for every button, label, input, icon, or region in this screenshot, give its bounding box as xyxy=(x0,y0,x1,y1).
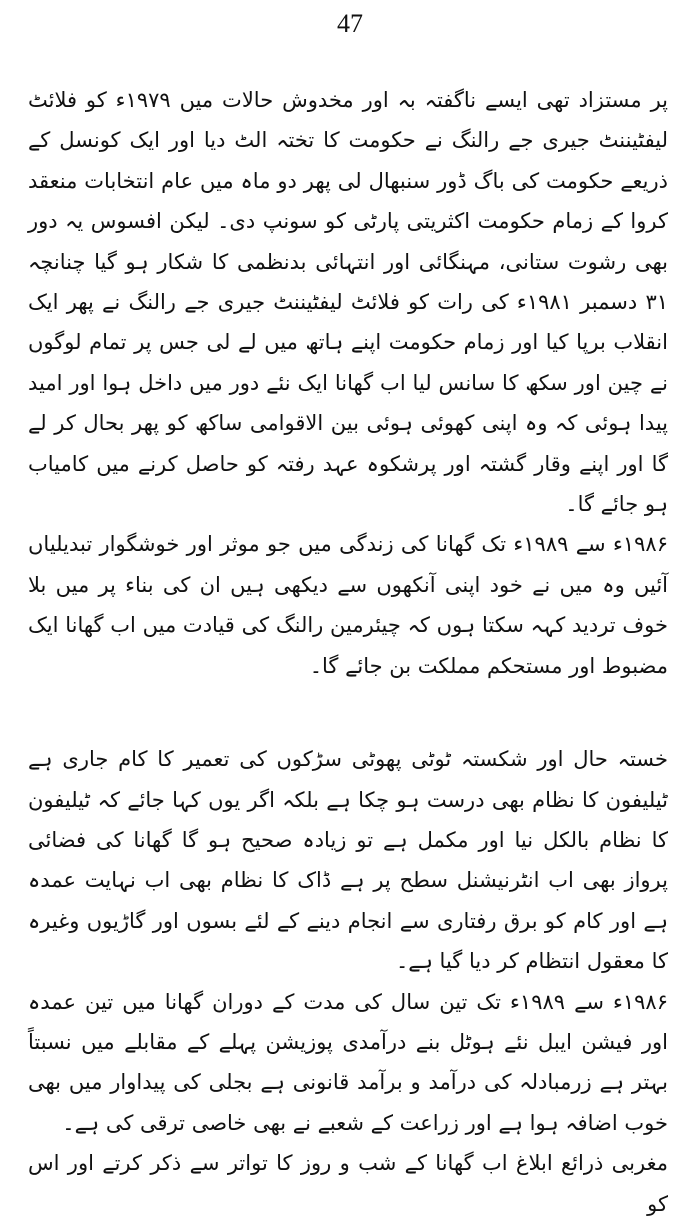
paragraph-4: ۱۹۸۶ء سے ۱۹۸۹ء تک تین سال کی مدت کے دوران گھانا میں تین عمدہ اور فیشن ایبل نئے ہوٹل بنے درآمدی پوزیشن پہلے کے مقابلے میں نسبتاً بہتر ہے زرمبادلہ کی درآمد و برآمد قانونی ہے بجلی کی پیداوار میں بھی خوب اضافہ ہوا ہے اور زراعت کے شعبے نے بھی خاصی ترقی کی ہے۔ xyxy=(28,989,668,1135)
paragraph-3: خستہ حال اور شکستہ ٹوٹی پھوٹی سڑکوں کی تعمیر کا کام جاری ہے ٹیلیفون کا نظام بھی درست ہو چکا ہے بلکہ اگر یوں کہا جائے کہ ٹیلیفون کا نظام بالکل نیا اور مکمل ہے تو زیادہ صحیح ہو گا گھانا کی فضائی پرواز بھی اب انٹرنیشنل سطح پر ہے ڈاک کا نظام بھی اب نہایت عمدہ ہے اور کام کو برق رفتاری سے انجام دینے کے لئے بسوں اور گاڑیوں وغیرہ کا معقول انتظام کر دیا گیا ہے۔ xyxy=(28,747,668,974)
paragraph-1: پر مستزاد تھی ایسے ناگفتہ بہ اور مخدوش حالات میں ۱۹۷۹ء کو فلائٹ لیفٹیننٹ جیری جے رالنگ نے حکومت کا تختہ الٹ دیا اور ایک کونسل کے ذریعے حکومت کی باگ ڈور سنبھال لی پھر دو ماہ میں عام انتخابات منعقد کروا کے زمام حکومت اکثریتی پارٹی کو سونپ دی۔ لیکن افسوس یہ دور بھی رشوت ستانی، مہنگائی اور انتہائی بدنظمی کا شکار ہو گیا چنانچہ ۳۱ دسمبر ۱۹۸۱ء کی رات کو فلائٹ لیفٹیننٹ جیری جے رالنگ نے پھر ایک انقلاب برپا کیا اور زمام حکومت اپنے ہاتھ میں لے لی جس پر تمام لوگوں نے چین اور سکھ کا سانس لیا اب گھانا ایک نئے دور میں داخل ہوا اور امید پیدا ہوئی کہ وہ اپنی کھوئی ہوئی بین الاقوامی ساکھ کو پھر بحال کر لے گا اور اپنے وقار گشتہ اور پرشکوہ عہد رفتہ کو حاصل کرنے میں کامیاب ہو جائے گا۔ xyxy=(28,88,668,517)
section-gap xyxy=(28,686,668,739)
paragraph-2: ۱۹۸۶ء سے ۱۹۸۹ء تک گھانا کی زندگی میں جو موثر اور خوشگوار تبدیلیاں آئیں وہ میں نے خود اپنی آنکھوں سے دیکھی ہیں ان کی بناء پر میں بلا خوف تردید کہہ سکتا ہوں کہ چیئرمین رالنگ کی قیادت میں اب گھانا ایک مضبوط اور مستحکم مملکت بن جائے گا۔ xyxy=(28,532,668,678)
page-number: 47 xyxy=(337,9,363,38)
page-body xyxy=(28,80,668,1224)
paragraph-5: مغربی ذرائع ابلاغ اب گھانا کے شب و روز کا تواتر سے ذکر کرتے اور اس کو xyxy=(28,1151,668,1216)
